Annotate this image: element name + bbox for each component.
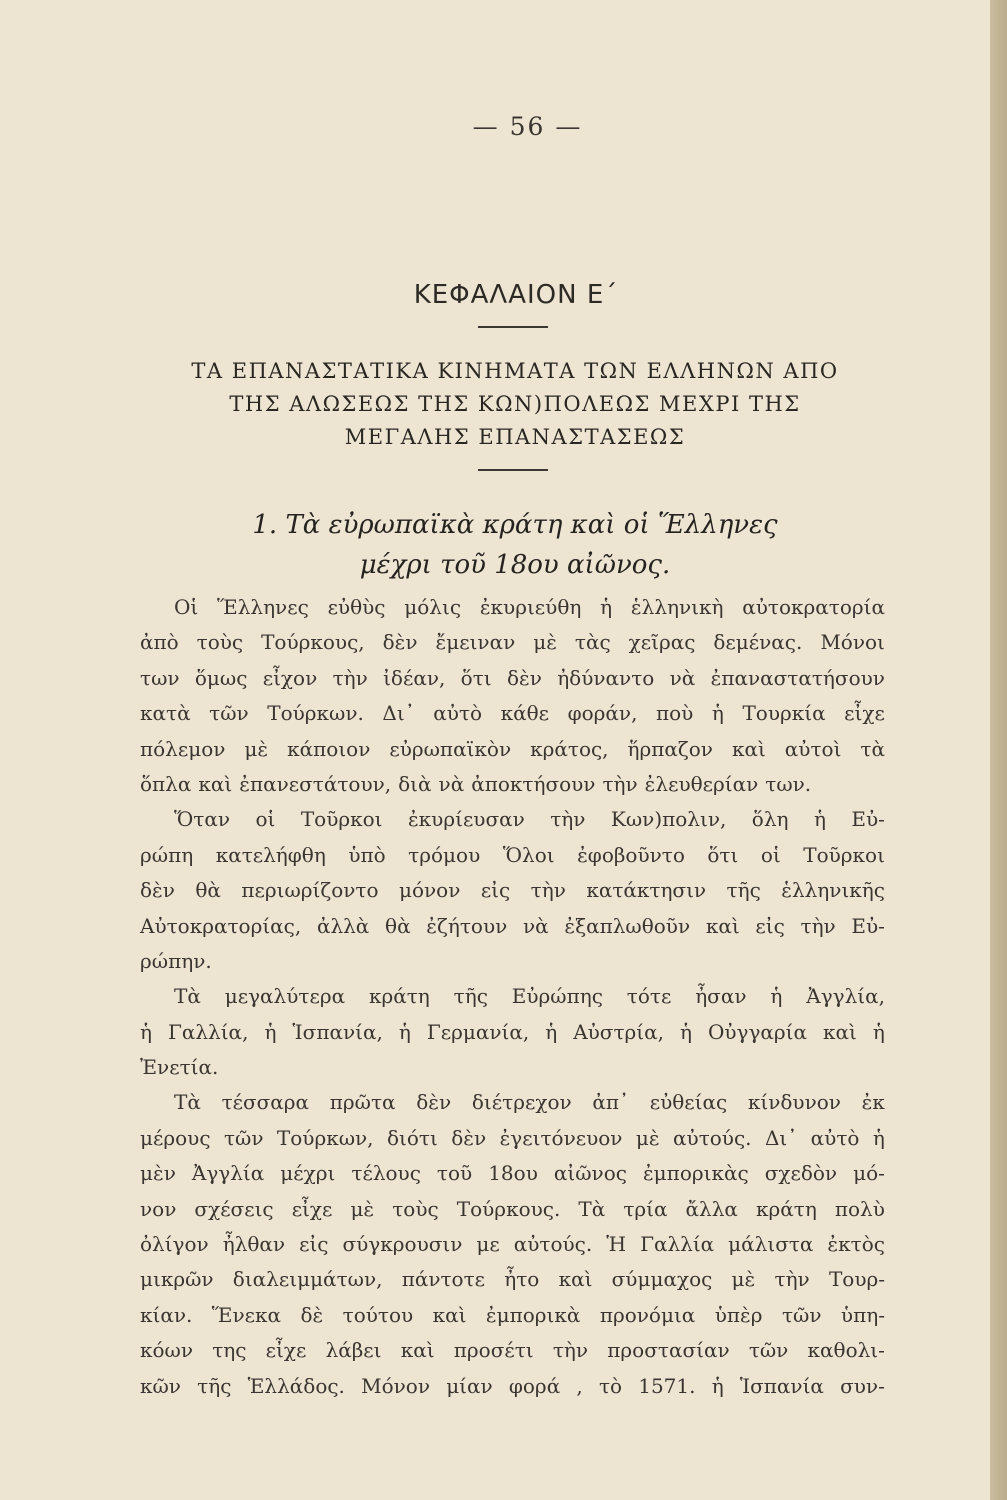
word: τῶν (748, 1338, 789, 1363)
word: Ἀγγλία, (806, 984, 885, 1009)
word: Δι᾽ (764, 1125, 798, 1150)
word: καὶ (198, 771, 233, 796)
word: ἐπανεστάτουν, (239, 771, 392, 796)
word: ὅτι (707, 842, 739, 867)
word: δεμένας. (713, 630, 803, 655)
word: τῆς (453, 984, 488, 1009)
body-line (140, 1015, 885, 1050)
word: ἠδύναντο (557, 665, 655, 690)
body-line (140, 909, 885, 944)
word: οἱ (255, 807, 276, 832)
word: Κων)πολιν, (610, 807, 727, 832)
word: Εὐρώπης (511, 984, 603, 1009)
word: νον (140, 1196, 177, 1221)
word: Τούρκους, (261, 630, 365, 655)
word: πάντοτε (401, 1267, 486, 1292)
word: Δι᾽ (382, 701, 415, 726)
word: τῆς (726, 878, 761, 903)
chapter-title-line: ΜΕΓΑΛΗΣ ΕΠΑΝΑΣΤΑΣΕΩΣ (344, 425, 686, 449)
body-line (140, 696, 885, 731)
word: Τουρ- (828, 1267, 885, 1292)
word: ἐμπορικὰς (642, 1161, 749, 1186)
word: εὐρωπαϊκὸν (389, 736, 512, 761)
word: τῆς (197, 1373, 232, 1398)
word: ἐκυρίευσαν (407, 807, 525, 832)
word: θὰ (385, 913, 411, 938)
word: τούτου (342, 1302, 414, 1327)
divider-rule (478, 326, 548, 328)
word: εἶχε (844, 701, 885, 726)
word: ἐπαναστατήσουν (710, 665, 885, 690)
word: τὸ (598, 1373, 623, 1398)
word: μὲ (244, 736, 269, 761)
word: εὐθείας (649, 1090, 728, 1115)
body-line (140, 1085, 885, 1120)
word: ὑπη- (840, 1302, 885, 1327)
word: κράτος, (530, 736, 609, 761)
word: Γερμανία, (426, 1019, 530, 1044)
word: Τοῦρκοι (300, 807, 383, 832)
word: νὰ (669, 665, 696, 690)
word: θὰ (195, 878, 221, 903)
word: μόλις (404, 595, 462, 619)
word: κατὰ (140, 701, 191, 726)
word: διαλειμμάτων, (232, 1267, 383, 1292)
body-line (140, 1050, 885, 1085)
body-line (140, 625, 885, 660)
word: ἐλευθερίαν (644, 771, 759, 796)
word: κίνδυνον (747, 1090, 841, 1115)
word: ἡ (398, 1019, 411, 1044)
word: ἐκτὸς (827, 1232, 885, 1257)
word: Μόνον (361, 1373, 430, 1398)
word: σχεδὸν (764, 1161, 838, 1186)
word: ἐφοβοῦντο (577, 842, 685, 867)
word: καὶ (558, 1267, 593, 1292)
word: δὲν (140, 878, 175, 903)
word: πολὺ (834, 1196, 885, 1221)
word: τὴν (530, 878, 566, 903)
chapter-label: ΚΕΦΑΛΑΙΟΝ Ε΄ (413, 280, 619, 310)
word: πόλεμον (140, 736, 226, 761)
word: ἡ (872, 1019, 885, 1044)
word: καὶ (400, 1338, 435, 1363)
word: τῶν (781, 1302, 822, 1327)
word: κάθε (500, 701, 550, 726)
word: ἡ (711, 701, 724, 726)
word: δὲ (300, 1302, 324, 1327)
word: , (576, 1373, 583, 1398)
section-heading (120, 505, 910, 585)
word: μὲ (533, 630, 557, 655)
word: ὅπλα (140, 771, 192, 796)
divider-rule (478, 469, 548, 471)
word: Ἕλληνες (217, 595, 309, 619)
word: μὲ (350, 1196, 375, 1221)
word: τέσσαρα (221, 1090, 310, 1115)
word: προστασίαν (607, 1338, 730, 1363)
body-line (140, 1121, 885, 1156)
word: Ὅταν (174, 807, 231, 832)
chapter-title (120, 355, 910, 454)
word: κίαν. (140, 1302, 193, 1327)
word: Τοῦρκοι (803, 842, 885, 867)
body-line (140, 732, 885, 767)
word: ἀπ᾽ (592, 1090, 629, 1115)
word: μεγαλύτερα (224, 984, 346, 1009)
word: φορά (508, 1373, 561, 1398)
word: ἐκυριεύθη (479, 595, 582, 619)
word: ἰδέαν, (383, 665, 446, 690)
word: Αὐστρία, (573, 1019, 664, 1044)
word: Ἀγγλία (191, 1161, 265, 1186)
word: ἐγειτόνευον (499, 1125, 623, 1150)
word: αὐτὸ (810, 1125, 860, 1150)
word: Εὐ- (851, 913, 885, 938)
word: ἡ (711, 1373, 724, 1398)
word: σύμμαχος (611, 1267, 713, 1292)
word: ἡ (872, 1125, 885, 1150)
word: ἀπὸ (140, 630, 179, 655)
word: της (212, 1338, 247, 1363)
word: τὴν (800, 913, 836, 938)
word: Ἱσπανία, (292, 1019, 383, 1044)
word: συν- (840, 1373, 885, 1398)
word: εἰς (755, 913, 785, 938)
body-line (140, 838, 885, 873)
word: μέχρι (280, 1161, 336, 1186)
word: νὰ (438, 771, 465, 796)
word: ἐμπορικὰ (485, 1302, 581, 1327)
word: διὰ (398, 771, 432, 796)
word: τότε (626, 984, 672, 1009)
word: μό- (853, 1161, 885, 1186)
chapter-title-line: ΤΑ ΕΠΑΝΑΣΤΑΤΙΚΑ ΚΙΝΗΜΑΤΑ ΤΩΝ ΕΛΛΗΝΩΝ ΑΠΟ (191, 359, 839, 383)
word: Εὐ- (851, 807, 885, 832)
word: φοράν, (567, 701, 638, 726)
body-line (140, 1156, 885, 1191)
word: καὶ (705, 913, 740, 938)
word: ἦλθαν (222, 1232, 286, 1257)
word: αὐτούς. (673, 1125, 752, 1150)
word: σχέσεις (194, 1196, 274, 1221)
word: Οὐγγαρία (707, 1019, 808, 1044)
word: ἡ (600, 595, 613, 619)
chapter-title-line: ΤΗΣ ΑΛΩΣΕΩΣ ΤΗΣ ΚΩΝ)ΠΟΛΕΩΣ ΜΕΧΡΙ ΤΗΣ (229, 392, 801, 416)
body-line (140, 590, 885, 625)
body-line (140, 873, 885, 908)
word: μὲ (635, 1125, 660, 1150)
word: τὴν (550, 807, 586, 832)
word: λάβει (325, 1338, 382, 1363)
word: μὲ (731, 1267, 756, 1292)
body-line (140, 1227, 885, 1262)
body-line (140, 661, 885, 696)
word: ἄλλα (685, 1196, 738, 1221)
word: τρία (623, 1196, 668, 1221)
word: ὅμως (194, 665, 248, 690)
section-heading-line: 1. Τὰ εὐρωπαϊκὰ κράτη καὶ οἱ Ἕλληνες (252, 510, 778, 540)
word: αἰῶνος (553, 1161, 627, 1186)
word: διέτρεχον (471, 1090, 572, 1115)
word: Γαλλία (640, 1232, 715, 1257)
word: τὴν (332, 665, 368, 690)
word: καὶ (823, 1019, 857, 1044)
word: τοὺς (392, 1196, 439, 1221)
word: μάλιστα (728, 1232, 814, 1257)
word: καθολι- (807, 1338, 885, 1363)
word: ἡ (545, 1019, 558, 1044)
word: κράτη (755, 1196, 817, 1221)
body-line (140, 802, 885, 837)
word: τοὺς (196, 630, 244, 655)
body-line (140, 1298, 885, 1333)
word: εἶχε (265, 1338, 307, 1363)
word: Τὰ (578, 1196, 606, 1221)
word: προσέτι (453, 1338, 534, 1363)
word: τὰς (574, 630, 611, 655)
word: ὀλίγον (140, 1232, 209, 1257)
word: σύγκρουσιν (342, 1232, 463, 1257)
word: τὴν (774, 1267, 810, 1292)
word: ἡ (770, 984, 783, 1009)
word: ὑπὸ (348, 842, 386, 867)
word: των. (765, 771, 812, 796)
word: δὲν (382, 630, 418, 655)
word: με (476, 1232, 500, 1257)
word: Ὅλοι (502, 842, 555, 867)
word: δὲν (451, 1125, 487, 1150)
word: οἱ (760, 842, 781, 867)
word: τὰ (860, 736, 885, 761)
word: εἰς (480, 878, 511, 903)
word: ἡ (679, 1019, 692, 1044)
body-line (140, 944, 885, 979)
body-text (140, 590, 885, 1404)
word: εὐθὺς (327, 595, 386, 619)
word: μέρους (140, 1125, 211, 1150)
word: ὅλη (751, 807, 789, 832)
word: ἐξαπλωθοῦν (564, 913, 691, 938)
word: εἶχον (262, 665, 318, 690)
word: ἡ (140, 1019, 152, 1044)
word: αὐτοκρατορία (742, 595, 885, 619)
page-number: — 56 — (472, 112, 583, 141)
word: ἦσαν (695, 984, 747, 1009)
word: δὲν (506, 665, 542, 690)
word: κατελήφθη (215, 842, 326, 867)
word: κάποιον (287, 736, 371, 761)
word: εἰς (299, 1232, 329, 1257)
body-line (140, 1262, 885, 1297)
word: ἥρπαζον (627, 736, 713, 761)
word: διότι (386, 1125, 438, 1150)
word: χεῖρας (628, 630, 696, 655)
word: ἔμειναν (435, 630, 516, 655)
word: καὶ (731, 736, 766, 761)
word: ἀλλὰ (316, 913, 370, 938)
word: ὑπὲρ (714, 1302, 763, 1327)
word: αὐτοὶ (784, 736, 842, 761)
word: Οἱ (174, 595, 199, 619)
word: Μόνοι (820, 630, 885, 655)
word: Τὰ (174, 1090, 201, 1115)
word: πρῶτα (329, 1090, 396, 1115)
word: 1571. (638, 1373, 696, 1398)
word: μὲν (140, 1161, 176, 1186)
word: τέλους (351, 1161, 421, 1186)
word: ἐζήτουν (426, 913, 508, 938)
word: Τούρκους. (456, 1196, 561, 1221)
word: εἶχε (291, 1196, 333, 1221)
word: κατάκτησιν (586, 878, 707, 903)
word: Ἱσπανία (739, 1373, 824, 1398)
section-heading-line: μέχρι τοῦ 18ου αἰῶνος. (359, 550, 671, 580)
word: ἑλληνικῆς (781, 878, 885, 903)
word: τὴν (552, 1338, 589, 1363)
word: ποὺ (656, 701, 694, 726)
word: Αὐτοκρατορίας, (140, 913, 302, 938)
word: τοῦ (436, 1161, 473, 1186)
word: Ἕνεκα (211, 1302, 282, 1327)
word: Ἑλλάδος. (247, 1373, 345, 1398)
word: Γαλλία, (167, 1019, 249, 1044)
word: Ἡ (606, 1232, 627, 1257)
word: καὶ (432, 1302, 467, 1327)
word: τῶν (209, 701, 249, 726)
word: ρώπη (140, 842, 194, 867)
word: Τούρκων, (276, 1125, 374, 1150)
word: τὴν (602, 771, 638, 796)
word: Τούρκων. (267, 701, 364, 726)
word: μίαν (446, 1373, 493, 1398)
word: ἀποκτήσουν (471, 771, 596, 796)
word: τῶν (223, 1125, 264, 1150)
word: 18ου (488, 1161, 538, 1186)
word: κῶν (140, 1373, 181, 1398)
word: ρώπην. (140, 948, 212, 973)
word: των (140, 665, 180, 690)
word: ἡ (813, 807, 826, 832)
body-line (140, 979, 885, 1014)
word: αὐτούς. (513, 1232, 593, 1257)
word: Τὰ (174, 984, 201, 1009)
word: ἑλληνικὴ (630, 595, 724, 619)
word: ἦτο (504, 1267, 540, 1292)
word: Τουρκία (742, 701, 826, 726)
body-line (140, 1369, 885, 1404)
word: κόων (140, 1338, 194, 1363)
word: μόνον (398, 878, 461, 903)
word: περιωρίζοντο (241, 878, 379, 903)
page-edge (990, 0, 1007, 1500)
word: νὰ (522, 913, 549, 938)
body-line (140, 1192, 885, 1227)
word: προνόμια (599, 1302, 696, 1327)
word: αὐτὸ (433, 701, 483, 726)
word: ὅτι (460, 665, 492, 690)
word: μικρῶν (140, 1267, 214, 1292)
body-line (140, 767, 885, 802)
word: ἐκ (861, 1090, 885, 1115)
body-line (140, 1333, 885, 1368)
word: Ἐνετία. (140, 1055, 219, 1080)
word: ἡ (264, 1019, 277, 1044)
word: κράτη (368, 984, 430, 1009)
word: δὲν (416, 1090, 452, 1115)
word: τρόμου (408, 842, 481, 867)
